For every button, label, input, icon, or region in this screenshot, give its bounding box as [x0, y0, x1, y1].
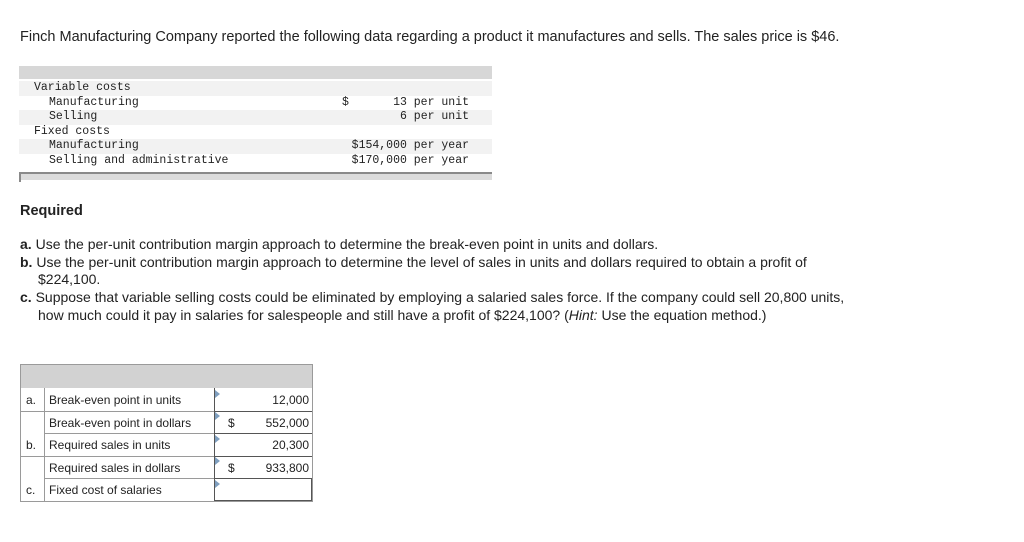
table-bottom-bar: [19, 174, 492, 180]
question-b: [20, 254, 980, 289]
answer-letter: b.: [26, 438, 37, 453]
answer-value[interactable]: 552,000: [265, 415, 309, 430]
row-value: 13 per unit: [393, 95, 469, 109]
table-row: [19, 110, 492, 125]
question-letter: c.: [20, 289, 32, 305]
row-label: Fixed costs: [34, 124, 110, 138]
answer-row: [21, 411, 312, 434]
row-label: Selling and administrative: [49, 154, 229, 167]
row-label: Variable costs: [34, 81, 131, 94]
answer-value[interactable]: 12,000: [272, 393, 309, 407]
dollar-sign: $: [228, 415, 235, 430]
question-a: [20, 236, 980, 254]
answer-table: [20, 364, 313, 502]
question-text: Use the per-unit contribution margin approach to determine the level of sales in units and dollars required to obtain a profit of: [36, 253, 807, 270]
answer-table-header: [21, 365, 312, 388]
problem-intro: Finch Manufacturing Company reported the following data regarding a product it manufactures and sells. The sales price is $46.: [20, 29, 840, 45]
answer-row: [21, 456, 312, 479]
answer-letter: c.: [26, 483, 36, 498]
row-label: Manufacturing: [49, 95, 139, 109]
cost-data-table: [19, 66, 492, 182]
answer-label: Required sales in units: [49, 438, 171, 453]
answer-row: [21, 478, 312, 501]
question-text-part: how much could it pay in salaries for salespeople and still have a profit of $224,100? (: [38, 306, 569, 323]
question-letter: b.: [20, 253, 33, 270]
table-header-bar: [19, 66, 492, 79]
answer-row: [21, 433, 312, 456]
row-label: Selling: [49, 110, 98, 124]
answer-value[interactable]: 933,800: [265, 460, 309, 475]
row-value: $154,000 per year: [351, 139, 469, 153]
question-text-part: Use the equation method.): [597, 306, 767, 323]
table-row: [19, 139, 492, 154]
row-label: Manufacturing: [49, 139, 139, 153]
answer-value[interactable]: 20,300: [272, 438, 309, 453]
question-text: Suppose that variable selling costs could be eliminated by employing a salaried sales force. If the company could sell 20,800 units,: [35, 289, 845, 305]
question-letter: a.: [20, 236, 32, 252]
question-c: [20, 289, 980, 324]
dollar-sign: $: [228, 460, 235, 475]
table-row: [19, 154, 492, 169]
row-value: 6 per unit: [399, 110, 469, 124]
answer-label: Fixed cost of salaries: [49, 483, 162, 498]
table-row: [19, 125, 492, 140]
answer-label: Break-even point in dollars: [49, 415, 192, 430]
table-row: [19, 96, 492, 111]
table-row: [19, 81, 492, 96]
answer-label: Required sales in dollars: [49, 460, 181, 475]
required-heading: Required: [20, 203, 83, 219]
answer-row: [21, 388, 312, 411]
currency-symbol: $: [342, 95, 349, 109]
table-corner-mark: [19, 172, 21, 182]
question-text-continued: $224,100.: [38, 271, 101, 287]
question-text-continued: [20, 307, 980, 325]
hint-label: Hint:: [568, 306, 598, 323]
question-text: Use the per-unit contribution margin approach to determine the break-even point in units and dollars.: [35, 236, 659, 252]
answer-label: Break-even point in units: [49, 393, 182, 407]
row-value: $170,000 per year: [351, 154, 469, 167]
answer-letter: a.: [26, 393, 37, 407]
